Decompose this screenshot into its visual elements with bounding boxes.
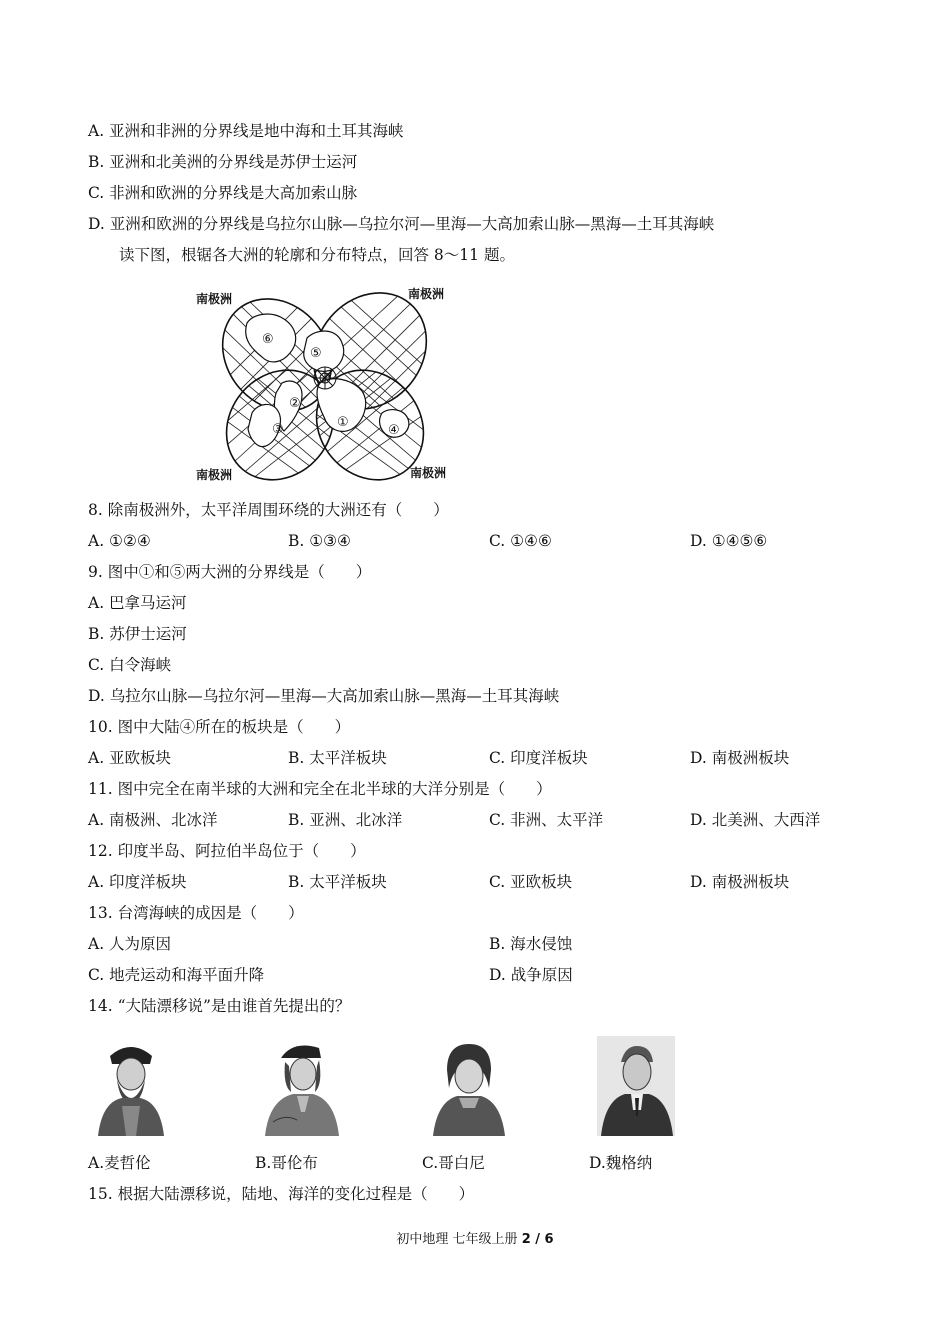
- q10-option-d: D. 南极洲板块: [690, 749, 790, 767]
- q12-option-a: A. 印度洋板块: [88, 873, 187, 891]
- marker-5: ⑤: [310, 346, 322, 361]
- q7-option-b: B. 亚洲和北美洲的分界线是苏伊士运河: [88, 153, 358, 171]
- marker-2: ②: [289, 396, 301, 411]
- q13-option-b: B. 海水侵蚀: [489, 935, 573, 953]
- q10-option-c: C. 印度洋板块: [489, 749, 588, 767]
- q10-option-a: A. 亚欧板块: [88, 749, 172, 767]
- q14-option-d: D.魏格纳: [589, 1154, 653, 1172]
- q11-option-b: B. 亚洲、北冰洋: [288, 811, 403, 829]
- q9-option-d: D. 乌拉尔山脉—乌拉尔河—里海—大高加索山脉—黑海—土耳其海峡: [88, 687, 560, 705]
- q11-option-d: D. 北美洲、大西洋: [690, 811, 821, 829]
- label-antarctica-tr: 南极洲: [408, 287, 445, 301]
- q12-option-c: C. 亚欧板块: [489, 873, 573, 891]
- q9-stem: 9. 图中①和⑤两大洲的分界线是（ ）: [88, 563, 372, 581]
- q14-option-a: A.麦哲伦: [88, 1154, 151, 1172]
- q10-stem: 10. 图中大陆④所在的板块是（ ）: [88, 718, 351, 736]
- portrait-copernicus: [429, 1036, 507, 1136]
- q11-option-c: C. 非洲、太平洋: [489, 811, 604, 829]
- page-number: 2 / 6: [521, 1232, 554, 1247]
- portrait-magellan: [92, 1036, 170, 1136]
- q8-stem: 8. 除南极洲外，太平洋周围环绕的大洲还有（ ）: [88, 501, 449, 519]
- portrait-wegener: [597, 1036, 675, 1136]
- marker-4: ④: [388, 423, 400, 438]
- label-antarctica-br: 南极洲: [410, 466, 447, 480]
- label-antarctica-tl: 南极洲: [196, 292, 233, 306]
- q11-option-a: A. 南极洲、北冰洋: [88, 811, 218, 829]
- north-pole-rosette: [314, 367, 336, 389]
- portrait-columbus: [263, 1036, 341, 1136]
- q9-option-a: A. 巴拿马运河: [88, 594, 187, 612]
- q13-option-a: A. 人为原因: [88, 935, 172, 953]
- q12-stem: 12. 印度半岛、阿拉伯半岛位于（ ）: [88, 842, 366, 860]
- page-footer: [0, 1228, 950, 1247]
- marker-6: ⑥: [262, 332, 274, 347]
- q14-stem: 14. “大陆漂移说”是由谁首先提出的？: [88, 997, 351, 1015]
- q9-option-c: C. 白令海峡: [88, 656, 172, 674]
- q15-stem: 15. 根据大陆漂移说，陆地、海洋的变化过程是（ ）: [88, 1185, 475, 1203]
- q9-option-b: B. 苏伊士运河: [88, 625, 187, 643]
- q7-option-d: D. 亚洲和欧洲的分界线是乌拉尔山脉—乌拉尔河—里海—大高加索山脉—黑海—土耳其海峡: [88, 215, 715, 233]
- q13-option-c: C. 地壳运动和海平面升降: [88, 966, 265, 984]
- q8-option-c: C. ①④⑥: [489, 532, 552, 550]
- q7-option-c: C. 非洲和欧洲的分界线是大高加索山脉: [88, 184, 358, 202]
- q13-option-d: D. 战争原因: [489, 966, 573, 984]
- q12-option-d: D. 南极洲板块: [690, 873, 790, 891]
- q8-option-b: B. ①③④: [288, 532, 351, 550]
- intro-text: 读下图，根锯各大洲的轮廓和分布特点，回答 8～11 题。: [119, 246, 515, 264]
- q7-option-a: A. 亚洲和非洲的分界线是地中海和土耳其海峡: [88, 122, 404, 140]
- label-antarctica-bl: 南极洲: [196, 468, 233, 482]
- q14-option-b: B.哥伦布: [255, 1154, 318, 1172]
- q8-option-a: A. ①②④: [88, 532, 151, 550]
- marker-3: ③: [272, 422, 284, 437]
- q10-option-b: B. 太平洋板块: [288, 749, 387, 767]
- q13-stem: 13. 台湾海峡的成因是（ ）: [88, 904, 304, 922]
- footer-subject: 初中地理 七年级上册: [396, 1232, 522, 1247]
- q14-option-c: C.哥白尼: [422, 1154, 485, 1172]
- q8-option-d: D. ①④⑤⑥: [690, 532, 768, 550]
- continents-map: [192, 283, 454, 483]
- q11-stem: 11. 图中完全在南半球的大洲和完全在北半球的大洋分别是（ ）: [88, 780, 552, 798]
- q12-option-b: B. 太平洋板块: [288, 873, 387, 891]
- marker-1: ①: [337, 415, 349, 430]
